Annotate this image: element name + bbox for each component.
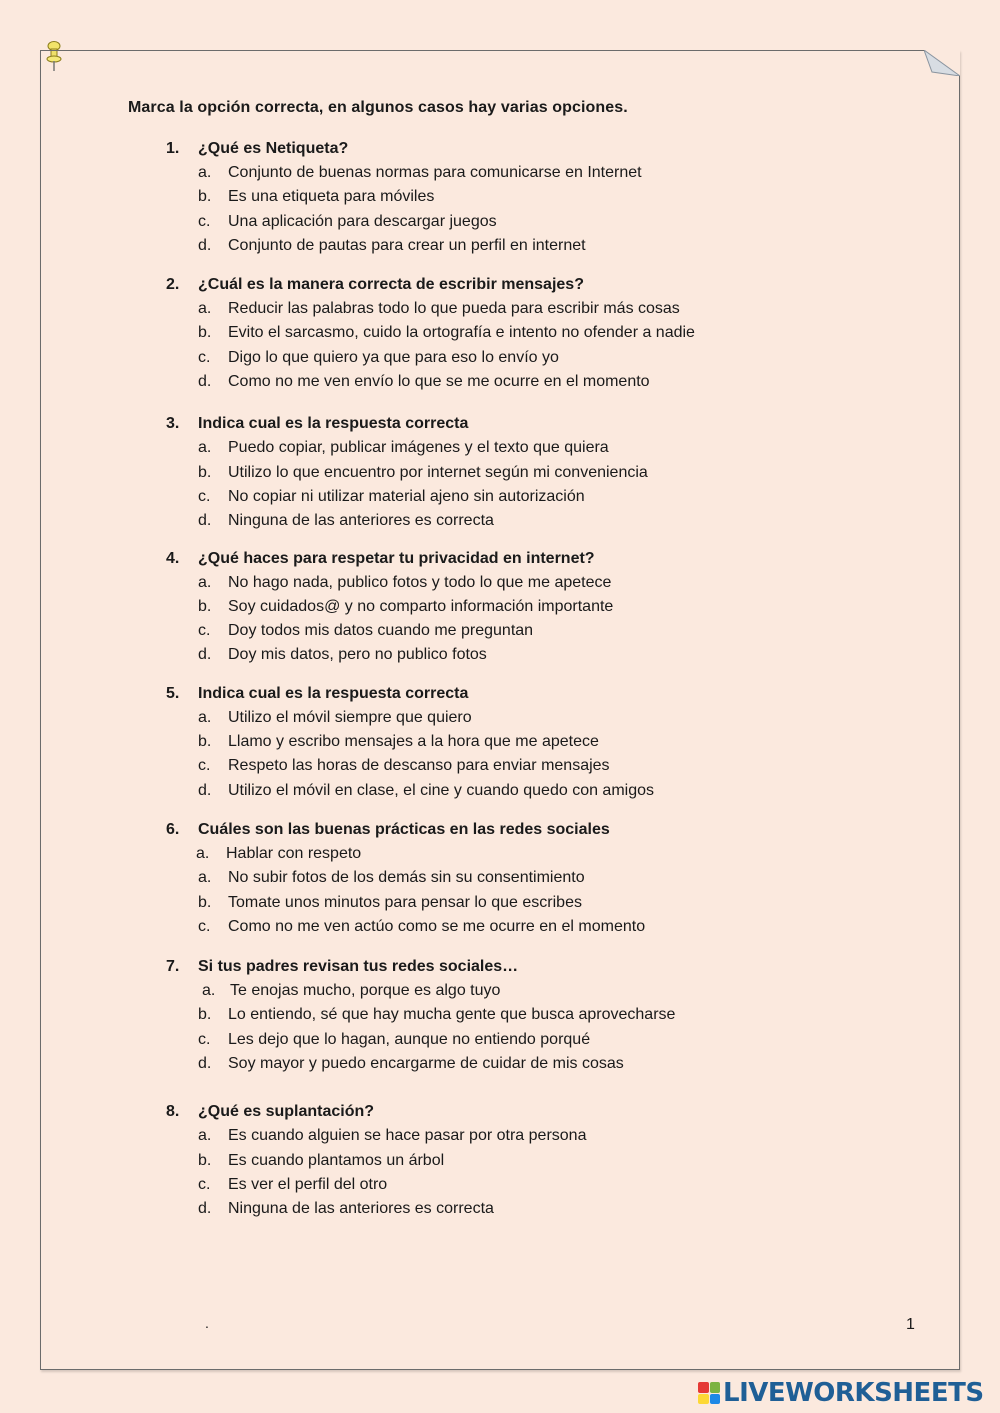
option-letter: b.	[198, 733, 212, 751]
option-letter: a.	[198, 708, 212, 726]
answer-option[interactable]	[166, 754, 926, 778]
option-text: Puedo copiar, publicar imágenes y el texto que quiera	[228, 439, 609, 457]
question-number: 6.	[166, 820, 180, 838]
question-text: Si tus padres revisan tus redes sociales…	[198, 958, 519, 976]
option-text: Es una etiqueta para móviles	[228, 188, 435, 206]
answer-option[interactable]	[166, 461, 926, 485]
option-letter: c.	[198, 348, 211, 366]
option-letter: a.	[198, 300, 212, 318]
option-text: Conjunto de pautas para crear un perfil en internet	[228, 236, 586, 254]
option-letter: c.	[198, 622, 211, 640]
answer-option[interactable]	[166, 321, 926, 345]
question-text: Indica cual es la respuesta correcta	[198, 415, 469, 433]
option-letter: a.	[198, 439, 212, 457]
answer-option[interactable]	[166, 891, 926, 915]
answer-option[interactable]	[166, 509, 926, 533]
question-number: 4.	[166, 549, 180, 567]
page-corner-fold-icon	[924, 50, 960, 76]
answer-option[interactable]	[166, 915, 926, 939]
option-letter: b.	[198, 1151, 212, 1169]
option-text: Como no me ven actúo como se me ocurre en el momento	[228, 917, 646, 935]
answer-option[interactable]	[166, 210, 926, 234]
answer-option[interactable]	[166, 1124, 926, 1148]
answer-option[interactable]	[166, 485, 926, 509]
option-text: Es cuando alguien se hace pasar por otra persona	[228, 1127, 587, 1145]
answer-option[interactable]	[166, 161, 926, 185]
answer-option[interactable]	[166, 185, 926, 209]
option-letter: b.	[198, 1006, 212, 1024]
question-3	[166, 412, 926, 533]
option-text: Ninguna de las anteriores es correcta	[228, 1200, 494, 1218]
option-text: Utilizo el móvil siempre que quiero	[228, 708, 472, 726]
answer-option[interactable]	[166, 979, 926, 1003]
option-letter: c.	[198, 487, 211, 505]
option-text: Les dejo que lo hagan, aunque no entiendo porqué	[228, 1030, 591, 1048]
answer-option[interactable]	[166, 1149, 926, 1173]
instructions-text: Marca la opción correcta, en algunos casos hay varias opciones.	[128, 99, 628, 116]
option-letter: c.	[198, 212, 211, 230]
question-title	[166, 1100, 926, 1124]
answer-option[interactable]	[166, 436, 926, 460]
answer-option[interactable]	[166, 1028, 926, 1052]
option-text: Te enojas mucho, porque es algo tuyo	[230, 982, 501, 1000]
footer-dot: .	[205, 1315, 209, 1331]
option-text: Respeto las horas de descanso para enviar mensajes	[228, 757, 610, 775]
question-number: 7.	[166, 958, 180, 976]
question-title	[166, 273, 926, 297]
question-text: ¿Qué es suplantación?	[198, 1103, 375, 1121]
option-letter: d.	[198, 236, 212, 254]
question-8	[166, 1100, 926, 1221]
option-letter: c.	[198, 1030, 211, 1048]
option-text: No subir fotos de los demás sin su consentimiento	[228, 869, 585, 887]
option-letter: b.	[198, 597, 212, 615]
option-letter: c.	[198, 917, 211, 935]
option-text: Conjunto de buenas normas para comunicarse en Internet	[228, 164, 642, 181]
logo-square-red	[698, 1382, 709, 1393]
question-text: Indica cual es la respuesta correcta	[198, 684, 469, 702]
question-title	[166, 412, 926, 436]
answer-option[interactable]	[166, 1003, 926, 1027]
answer-option[interactable]	[166, 730, 926, 754]
question-5	[166, 682, 926, 803]
option-letter: a.	[198, 1127, 212, 1145]
answer-option[interactable]	[166, 1052, 926, 1076]
option-text: Evito el sarcasmo, cuido la ortografía e intento no ofender a nadie	[228, 324, 695, 342]
logo-square-blue	[710, 1394, 721, 1405]
answer-option[interactable]	[166, 779, 926, 803]
logo-square-yellow	[698, 1394, 709, 1405]
question-text: Cuáles son las buenas prácticas en las redes sociales	[198, 820, 610, 838]
option-letter: b.	[198, 324, 212, 342]
question-7	[166, 955, 926, 1076]
option-letter: d.	[198, 512, 212, 530]
question-title	[166, 137, 926, 161]
question-2	[166, 273, 926, 394]
answer-option[interactable]	[166, 842, 926, 866]
option-letter: b.	[198, 893, 212, 911]
option-text: Utilizo el móvil en clase, el cine y cuando quedo con amigos	[228, 781, 655, 799]
question-1	[166, 137, 926, 258]
answer-option[interactable]	[166, 571, 926, 595]
answer-option[interactable]	[166, 234, 926, 258]
option-text: Una aplicación para descargar juegos	[228, 212, 497, 230]
answer-option[interactable]	[166, 297, 926, 321]
question-text: ¿Qué es Netiqueta?	[198, 140, 349, 157]
liveworksheets-logo[interactable]	[698, 1378, 984, 1408]
question-number: 5.	[166, 684, 180, 702]
option-text: No copiar ni utilizar material ajeno sin autorización	[228, 487, 585, 505]
question-text: ¿Cuál es la manera correcta de escribir mensajes?	[198, 276, 584, 294]
option-text: Lo entiendo, sé que hay mucha gente que busca aprovecharse	[228, 1006, 676, 1024]
answer-option[interactable]	[166, 595, 926, 619]
option-text: Reducir las palabras todo lo que pueda para escribir más cosas	[228, 300, 680, 318]
option-letter: c.	[198, 1175, 211, 1193]
option-letter: b.	[198, 463, 212, 481]
option-text: Como no me ven envío lo que se me ocurre en el momento	[228, 373, 650, 391]
option-letter: d.	[198, 373, 212, 391]
option-text: Soy mayor y puedo encargarme de cuidar de mis cosas	[228, 1055, 624, 1073]
option-text: Ninguna de las anteriores es correcta	[228, 512, 494, 530]
option-text: Es cuando plantamos un árbol	[228, 1151, 445, 1169]
question-number: 1.	[166, 140, 180, 157]
question-text: ¿Qué haces para respetar tu privacidad en internet?	[198, 549, 595, 567]
option-letter: a.	[202, 982, 216, 1000]
option-text: Hablar con respeto	[226, 844, 362, 862]
option-letter: d.	[198, 646, 212, 664]
logo-square-green	[710, 1382, 721, 1393]
option-text: Soy cuidados@ y no comparto información importante	[228, 597, 614, 615]
option-text: Llamo y escribo mensajes a la hora que me apetece	[228, 733, 599, 751]
answer-option[interactable]	[166, 643, 926, 667]
option-letter: a.	[198, 164, 212, 181]
option-letter: d.	[198, 1200, 212, 1218]
question-number: 2.	[166, 276, 180, 294]
option-text: Es ver el perfil del otro	[228, 1175, 388, 1193]
question-number: 8.	[166, 1103, 180, 1121]
option-text: Doy mis datos, pero no publico fotos	[228, 646, 487, 664]
question-title	[166, 547, 926, 571]
option-text: Doy todos mis datos cuando me preguntan	[228, 622, 534, 640]
option-letter: a.	[198, 869, 212, 887]
worksheet-page	[40, 50, 960, 1370]
answer-option[interactable]	[166, 370, 926, 394]
answer-option[interactable]	[166, 346, 926, 370]
question-title	[166, 955, 926, 979]
option-text: Digo lo que quiero ya que para eso lo envío yo	[228, 348, 559, 366]
question-number: 3.	[166, 415, 180, 433]
answer-option[interactable]	[166, 1173, 926, 1197]
option-letter: b.	[198, 188, 212, 206]
option-text: Utilizo lo que encuentro por internet según mi conveniencia	[228, 463, 648, 481]
answer-option[interactable]	[166, 1197, 926, 1221]
option-letter: a.	[198, 573, 212, 591]
question-title	[166, 682, 926, 706]
option-letter: d.	[198, 781, 212, 799]
answer-option[interactable]	[166, 619, 926, 643]
option-letter: a.	[196, 844, 210, 862]
option-letter: d.	[198, 1055, 212, 1073]
page-number: 1	[906, 1316, 915, 1333]
question-title	[166, 818, 926, 842]
liveworksheets-logo-text: LIVEWORKSHEETS	[723, 1378, 984, 1408]
question-6	[166, 818, 926, 939]
liveworksheets-logo-icon	[698, 1382, 720, 1404]
question-list	[166, 137, 926, 1222]
option-letter: c.	[198, 757, 211, 775]
question-4	[166, 547, 926, 668]
answer-option[interactable]	[166, 866, 926, 890]
option-text: No hago nada, publico fotos y todo lo que me apetece	[228, 573, 612, 591]
option-text: Tomate unos minutos para pensar lo que escribes	[228, 893, 582, 911]
answer-option[interactable]	[166, 706, 926, 730]
